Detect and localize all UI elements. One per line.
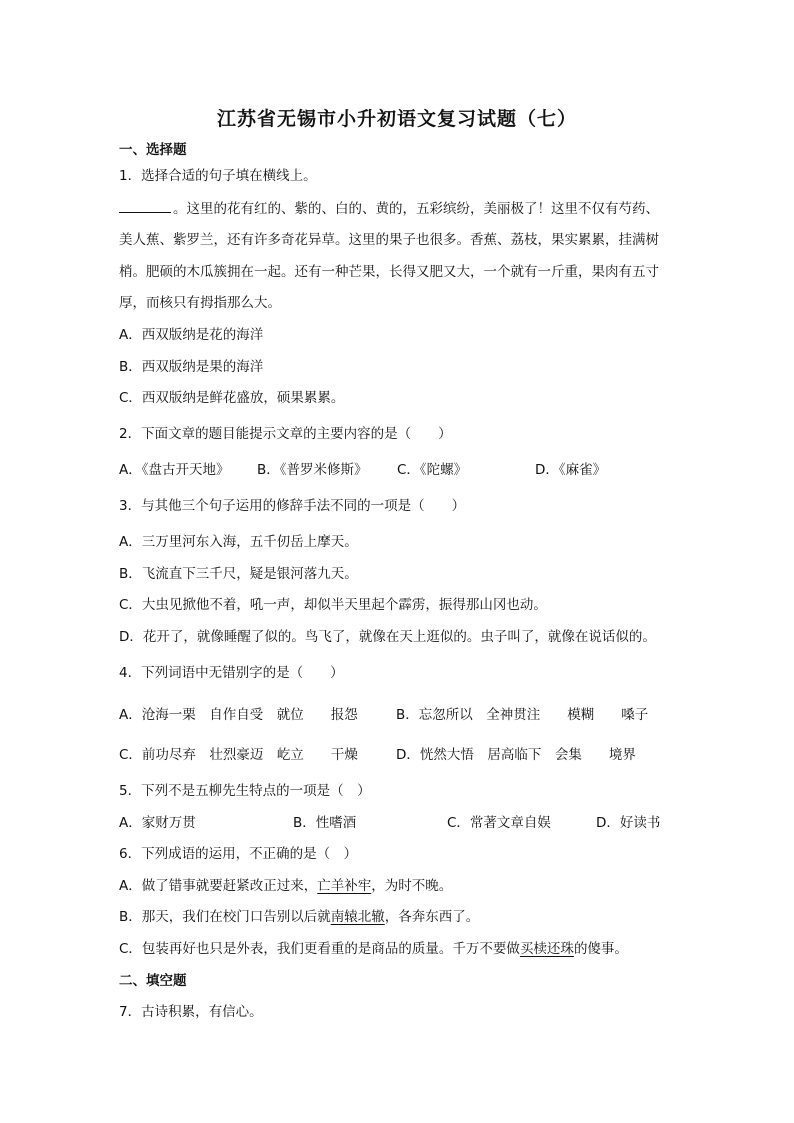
q2-option-c: C．《陀螺》 bbox=[397, 462, 468, 478]
underlined-idiom: 买椟还珠 bbox=[519, 941, 574, 957]
q4-option-c: C．前功尽弃 壮烈豪迈 屹立 干燥 bbox=[119, 747, 358, 763]
q4-option-b: B．忘忽所以 全神贯注 模糊 嗓子 bbox=[396, 707, 649, 723]
q3-option-a: A．三万里河东入海，五千仞岳上摩天。 bbox=[119, 534, 358, 550]
q5-option-b: B．性嗜酒 bbox=[293, 815, 357, 831]
q3-option-c: C．大虫见掀他不着，吼一声，却似半天里起个霹雳，振得那山冈也动。 bbox=[119, 597, 547, 613]
q4-stem: 4．下列词语中无错别字的是（ ） bbox=[119, 665, 344, 681]
answer-blank[interactable] bbox=[119, 199, 171, 213]
underlined-idiom: 南辕北辙 bbox=[330, 909, 385, 925]
q6-option-c: C．包装再好也只是外表，我们更看重的是商品的质量。千万不要做买椟还珠的傻事。 bbox=[119, 941, 628, 957]
q1-option-c: C．西双版纳是鲜花盛放，硕果累累。 bbox=[119, 390, 345, 406]
q7-stem: 7．古诗积累，有信心。 bbox=[119, 1004, 263, 1020]
q1-passage-line-2: 美人蕉、紫罗兰，还有许多奇花异草。这里的果子也很多。香蕉、荔枝，果实累累，挂满树 bbox=[119, 232, 659, 248]
underlined-idiom: 亡羊补牢 bbox=[317, 878, 372, 894]
section-heading-fill: 二、填空题 bbox=[119, 973, 187, 989]
q5-option-a: A．家财万贯 bbox=[119, 815, 196, 831]
q4-option-a: A．沧海一栗 自作自受 就位 报怨 bbox=[119, 707, 358, 723]
q2-option-a: A．《盘古开天地》 bbox=[119, 462, 230, 478]
q6-option-b: B．那天，我们在校门口告别以后就南辕北辙，各奔东西了。 bbox=[119, 909, 480, 925]
q5-stem: 5．下列不是五柳先生特点的一项是（ ） bbox=[119, 783, 371, 799]
q2-option-b: B．《普罗米修斯》 bbox=[257, 462, 368, 478]
q3-option-d: D．花开了，就像睡醒了似的。鸟飞了，就像在天上逛似的。虫子叫了，就像在说话似的。 bbox=[119, 629, 656, 645]
q3-stem: 3．与其他三个句子运用的修辞手法不同的一项是（ ） bbox=[119, 498, 466, 514]
q6-stem: 6．下列成语的运用，不正确的是（ ） bbox=[119, 846, 358, 862]
section-heading-choice: 一、选择题 bbox=[119, 142, 187, 158]
q1-passage-line-3: 梢。肥硕的木瓜簇拥在一起。还有一种芒果，长得又肥又大，一个就有一斤重，果肉有五寸 bbox=[119, 264, 659, 280]
q1-option-a: A．西双版纳是花的海洋 bbox=[119, 327, 264, 343]
q5-option-c: C．常著文章自娱 bbox=[447, 815, 551, 831]
q2-stem: 2．下面文章的题目能提示文章的主要内容的是（ ） bbox=[119, 426, 452, 442]
q3-option-b: B．飞流直下三千尺，疑是银河落九天。 bbox=[119, 566, 358, 582]
q1-passage-line-4: 厚，而核只有拇指那么大。 bbox=[119, 295, 281, 311]
q2-option-d: D．《麻雀》 bbox=[535, 462, 607, 478]
q4-option-d: D．恍然大悟 居高临下 会集 境界 bbox=[396, 747, 636, 763]
q1-passage-line-1: 。这里的花有红的、紫的、白的、黄的，五彩缤纷，美丽极了！这里不仅有芍药、 bbox=[119, 199, 659, 218]
page-title: 江苏省无锡市小升初语文复习试题（七） bbox=[216, 108, 577, 130]
q6-option-a: A．做了错事就要赶紧改正过来，亡羊补牢，为时不晚。 bbox=[119, 878, 453, 894]
q1-option-b: B．西双版纳是果的海洋 bbox=[119, 359, 264, 375]
q1-stem: 1．选择合适的句子填在横线上。 bbox=[119, 168, 317, 184]
q5-option-d: D．好读书 bbox=[596, 815, 661, 831]
